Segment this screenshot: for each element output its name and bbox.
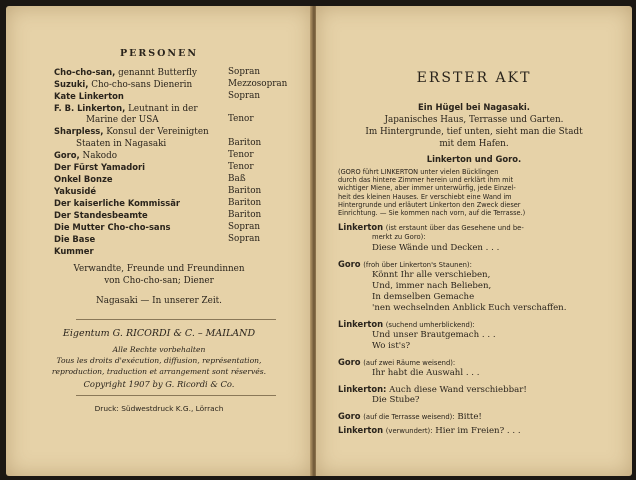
- cast-voice: Bariton: [228, 210, 262, 220]
- cast-desc: Leutnant in der: [125, 104, 198, 114]
- cast-name: F. B. Linkerton,: [54, 103, 126, 113]
- cast-name: Yakusidé: [54, 186, 97, 196]
- dialogue-line: Und, immer nach Belieben,: [372, 281, 492, 291]
- stage-line: (GORO führt LINKERTON unter vielen Bücklingen: [338, 168, 499, 176]
- dialogue-line: In demselben Gemache: [372, 292, 475, 302]
- dialogue-line: Wo ist's?: [372, 341, 411, 351]
- cast-voice: Bariton: [228, 186, 262, 196]
- cast-name: Sharpless,: [54, 126, 104, 136]
- publisher-line: Eigentum G. RICORDI & C. – MAILAND: [62, 328, 256, 339]
- cast-desc: genannt Butterfly: [115, 68, 197, 78]
- cast-voice: Mezzosopran: [228, 79, 288, 89]
- cast-row: [54, 234, 95, 245]
- divider: [76, 395, 276, 396]
- copyright-line: Copyright 1907 by G. Ricordi & Co.: [83, 379, 235, 389]
- dialogue-speaker-line: [338, 357, 455, 368]
- dialogue-speaker-line: [338, 259, 472, 270]
- speaker-name: Linkerton: [338, 425, 384, 435]
- cast-desc: Cho-cho-sans Dienerin: [88, 80, 193, 90]
- dialogue-speaker-line: [338, 411, 482, 422]
- stage-note-cont: merkt zu Goro):: [372, 233, 426, 241]
- cast-row: [76, 138, 166, 149]
- cast-voice: Bariton: [228, 198, 262, 208]
- cast-voice: Tenor: [228, 150, 254, 160]
- cast-voice: Tenor: [228, 114, 254, 124]
- dialogue-speaker-line: [338, 222, 524, 233]
- divider: [76, 319, 276, 320]
- cast-name: Suzuki,: [54, 79, 89, 89]
- personen-title: PERSONEN: [119, 48, 199, 59]
- cast-name: Onkel Bonze: [54, 174, 113, 184]
- printer-line: Druck: Südwestdruck K.G., Lörrach: [94, 404, 224, 413]
- cast-row: [54, 198, 180, 209]
- cast-row: [54, 210, 148, 221]
- extras-line-1: Verwandte, Freunde und Freundinnen: [73, 264, 245, 274]
- speaker-name: Goro: [338, 357, 361, 367]
- extras-line-2: von Cho-cho-san; Diener: [104, 276, 214, 286]
- dialogue-speaker-line: [338, 425, 521, 436]
- dialogue-line: Diese Wände und Decken . . .: [372, 243, 500, 253]
- rights-line-2: Tous les droits d'exécution, diffusion, représentation,: [56, 356, 262, 365]
- cast-name: Kate Linkerton: [54, 91, 124, 101]
- cast-row: [54, 222, 171, 233]
- cast-name: Die Mutter Cho-cho-sans: [54, 222, 171, 232]
- cast-desc: Konsul der Vereinigten: [103, 127, 209, 137]
- cast-name: Der Fürst Yamadori: [54, 162, 146, 172]
- speaker-name: Linkerton:: [338, 384, 387, 394]
- dialogue-line: Könnt Ihr alle verschieben,: [372, 270, 491, 280]
- speaker-name: Linkerton: [338, 319, 384, 329]
- cast-desc: Nakodo: [79, 151, 117, 161]
- right-page: [316, 6, 632, 476]
- cast-row: [54, 79, 192, 90]
- cast-voice: Sopran: [228, 67, 261, 77]
- cast-voice: Sopran: [228, 91, 261, 101]
- dialogue-inline: Hier im Freien? . . .: [435, 426, 521, 436]
- cast-row: [54, 162, 145, 173]
- dialogue-line: Die Stube?: [372, 395, 420, 405]
- setting-line: Nagasaki — In unserer Zeit.: [96, 296, 222, 306]
- cast-row: [54, 126, 209, 137]
- cast-name: Cho-cho-san,: [54, 67, 116, 77]
- cast-voice: Sopran: [228, 222, 261, 232]
- cast-name: Kummer: [54, 246, 94, 256]
- stage-note: (auf die Terrasse weisend):: [363, 413, 455, 421]
- stage-line: Einrichtung. — Sie kommen nach vorn, auf die Terrasse.): [338, 209, 526, 218]
- cast-row: [54, 246, 94, 257]
- cast-row: [54, 150, 117, 161]
- cast-voice: Sopran: [228, 234, 261, 244]
- cast-row: [54, 103, 198, 114]
- cast-name: Die Base: [54, 234, 96, 244]
- dialogue-inline: Auch diese Wand verschiebbar!: [389, 385, 527, 395]
- dialogue-speaker-line: [338, 319, 475, 330]
- scene-desc-2: Im Hintergrunde, tief unten, sieht man die Stadt: [365, 127, 583, 137]
- cast-name: Der Standesbeamte: [54, 210, 148, 220]
- cast-name: Der kaiserliche Kommissär: [54, 198, 181, 208]
- cast-voice: Baß: [228, 174, 246, 184]
- stage-line: durch das hintere Zimmer herein und erklärt ihm mit: [338, 176, 514, 185]
- stage-note: (froh über Linkerton's Staunen):: [363, 261, 472, 269]
- cast-desc: Marine der USA: [86, 115, 159, 125]
- stage-note: (auf zwei Räume weisend):: [363, 359, 456, 367]
- scene-desc-3: mit dem Hafen.: [439, 139, 509, 149]
- dialogue-line: Und unser Brautgemach . . .: [372, 330, 496, 340]
- stage-note: (suchend umherblickend):: [385, 321, 475, 329]
- stage-line: Hintergrunde und erläutert Linkerton den Zweck dieser: [338, 200, 521, 209]
- speaker-name: Goro: [338, 411, 361, 421]
- rights-line-3: reproduction, traduction et arrangement sont réservés.: [51, 367, 267, 376]
- cast-name: Goro,: [54, 150, 80, 160]
- cast-row: [54, 67, 197, 78]
- left-page: [6, 6, 312, 476]
- dialogue-inline: Bitte!: [457, 412, 482, 422]
- rights-line-1: Alle Rechte vorbehalten: [112, 345, 206, 354]
- scene-title: Ein Hügel bei Nagasaki.: [418, 102, 530, 112]
- dialogue-speaker-line: [338, 384, 527, 395]
- cast-voice: Bariton: [228, 138, 262, 148]
- cast-row: [86, 114, 159, 125]
- cast-row: [54, 174, 113, 185]
- cast-row: [54, 91, 124, 102]
- stage-line: wichtiger Miene, aber immer unterwürfig, jede Einzel-: [338, 184, 516, 193]
- cast-voice: Tenor: [228, 162, 254, 172]
- stage-note: (verwundert):: [385, 427, 433, 435]
- speaker-name: Goro: [338, 259, 361, 269]
- cast-row: [54, 186, 96, 197]
- speaker-name: Linkerton: [338, 222, 384, 232]
- cast-desc: Staaten in Nagasaki: [76, 139, 167, 149]
- scene-desc-1: Japanisches Haus, Terrasse und Garten.: [384, 115, 564, 125]
- act-title: ERSTER AKT: [416, 70, 532, 86]
- dialogue-line: Ihr habt die Auswahl . . .: [372, 368, 480, 378]
- stage-line: heit des kleinen Hauses. Er verschiebt eine Wand im: [338, 192, 512, 201]
- stage-note: (ist erstaunt über das Gesehene und be-: [385, 224, 524, 232]
- dialogue-line: 'nen wechselnden Anblick Euch verschaffen.: [372, 303, 567, 313]
- characters-heading: Linkerton und Goro.: [426, 154, 522, 164]
- stage-direction: [338, 168, 616, 217]
